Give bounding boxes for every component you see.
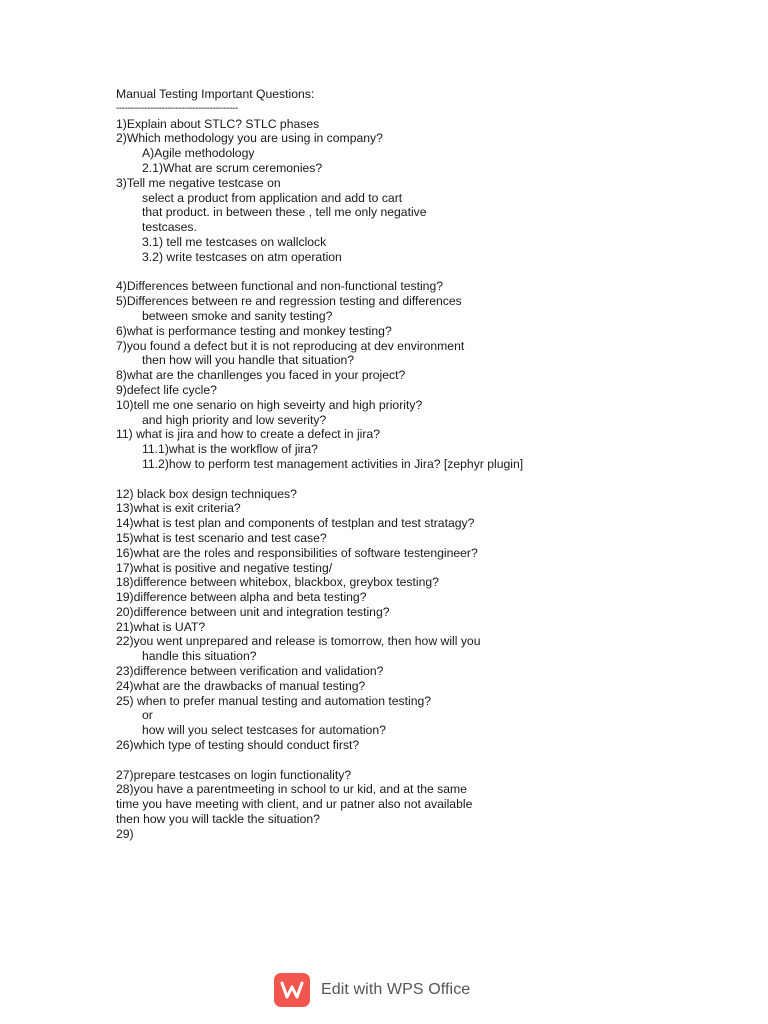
- question-line: testcases.: [142, 220, 197, 235]
- question-line: 4)Differences between functional and non-functional testing?: [116, 279, 444, 294]
- question-line: 3)Tell me negative testcase on: [116, 175, 281, 190]
- question-line: then how you will tackle the situation?: [116, 812, 320, 827]
- wps-logo-icon: [274, 973, 310, 1007]
- question-line: 8)what are the chanllenges you faced in your project?: [116, 368, 406, 383]
- blank-line: [116, 472, 736, 487]
- question-line: 11.1)what is the workflow of jira?: [142, 442, 318, 457]
- document-body: [116, 87, 736, 842]
- question-line: 22)you went unprepared and release is tomorrow, then how will you: [116, 634, 481, 649]
- question-line: 29): [116, 826, 134, 841]
- question-line: 2.1)What are scrum ceremonies?: [142, 160, 323, 175]
- question-line: 6)what is performance testing and monkey testing?: [116, 323, 392, 338]
- question-line: A)Agile methodology: [142, 146, 255, 161]
- edit-with-wps-button[interactable]: [274, 973, 470, 1007]
- question-line: that product. in between these , tell me only negative: [142, 205, 427, 220]
- question-line: 15)what is test scenario and test case?: [116, 530, 327, 545]
- question-line: 7)you found a defect but it is not reproducing at dev environment: [116, 338, 465, 353]
- blank-line: [116, 753, 736, 768]
- question-line: 25) when to prefer manual testing and automation testing?: [116, 693, 432, 708]
- question-line: 13)what is exit criteria?: [116, 501, 241, 516]
- question-line: 20)difference between unit and integration testing?: [116, 604, 390, 619]
- question-line: 10)tell me one senario on high seveirty and high priority?: [116, 397, 423, 412]
- question-list: [116, 117, 736, 842]
- question-line: then how will you handle that situation?: [142, 353, 355, 368]
- document-title: Manual Testing Important Questions:: [116, 87, 315, 101]
- question-line: 14)what is test plan and components of testplan and test stratagy?: [116, 516, 475, 531]
- question-line: select a product from application and add to cart: [142, 190, 403, 205]
- question-line: 12) black box design techniques?: [116, 486, 297, 501]
- question-line: 18)difference between whitebox, blackbox, greybox testing?: [116, 575, 439, 590]
- question-line: 1)Explain about STLC? STLC phases: [116, 116, 320, 131]
- question-line: 3.2) write testcases on atm operation: [142, 249, 342, 264]
- question-line: how will you select testcases for automation?: [142, 723, 386, 738]
- question-line: 17)what is positive and negative testing/: [116, 560, 333, 575]
- question-line: 5)Differences between re and regression testing and differences: [116, 294, 462, 309]
- question-line: 23)difference between verification and validation?: [116, 664, 384, 679]
- question-line: 21)what is UAT?: [116, 619, 206, 634]
- question-line: between smoke and sanity testing?: [142, 308, 333, 323]
- question-line: 19)difference between alpha and beta testing?: [116, 590, 367, 605]
- question-line: 2)Which methodology you are using in company?: [116, 131, 383, 146]
- question-line: 27)prepare testcases on login functionality?: [116, 767, 352, 782]
- edit-with-wps-label: Edit with WPS Office: [321, 981, 471, 998]
- question-line: 16)what are the roles and responsibilities of software testengineer?: [116, 545, 478, 560]
- question-line: 3.1) tell me testcases on wallclock: [142, 234, 327, 249]
- question-line: or: [142, 708, 153, 723]
- question-line: handle this situation?: [142, 649, 257, 664]
- question-line: 26)which type of testing should conduct first?: [116, 738, 360, 753]
- question-line: time you have meeting with client, and ur patner also not available: [116, 797, 473, 812]
- question-line: 11.2)how to perform test management activities in Jira? [zephyr plugin]: [142, 456, 524, 471]
- question-line: 28)you have a parentmeeting in school to ur kid, and at the same: [116, 782, 467, 797]
- question-line: and high priority and low severity?: [142, 412, 327, 427]
- question-line: 24)what are the drawbacks of manual testing?: [116, 678, 366, 693]
- blank-line: [116, 265, 736, 280]
- question-line: 11) what is jira and how to create a defect in jira?: [116, 427, 380, 442]
- question-line: 9)defect life cycle?: [116, 382, 217, 397]
- title-underline: -------------------------------------------: [116, 102, 238, 114]
